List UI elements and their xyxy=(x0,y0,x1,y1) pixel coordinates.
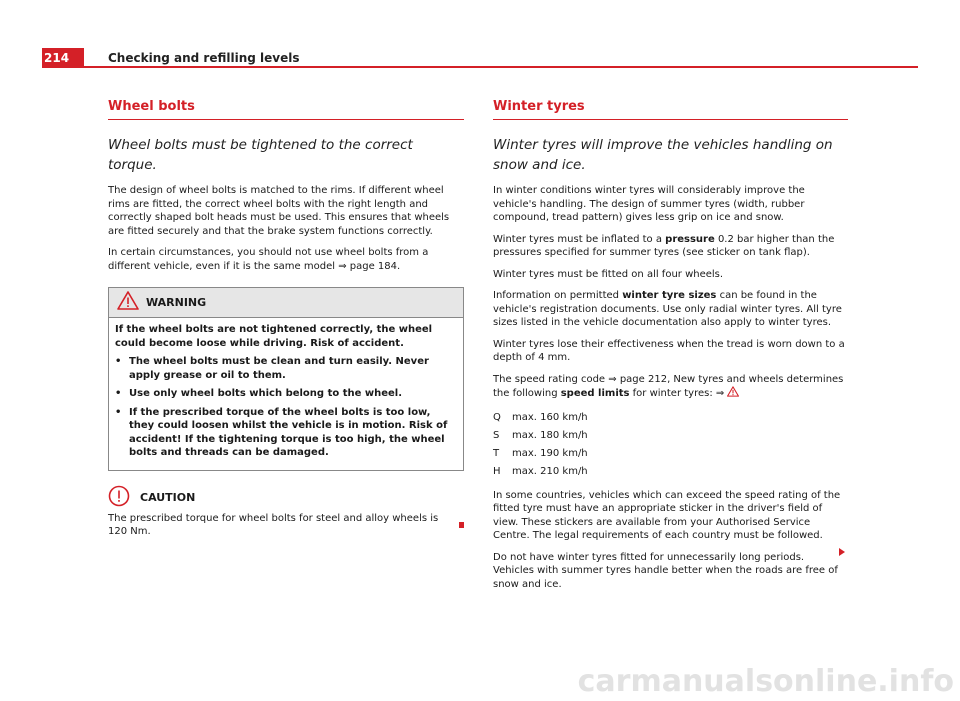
warning-bullet xyxy=(115,387,457,401)
paragraph xyxy=(493,289,848,330)
page-number: 214 xyxy=(42,48,84,68)
warning-bullet xyxy=(115,355,457,382)
warning-bullet-text: If the prescribed torque of the wheel bolts is too low, they could loosen whilst the vehicle is in motion. Risk of accident! If the tightening torque is too high, the wheel bolts and threads can be damaged. xyxy=(129,406,448,458)
bullet-dot: • xyxy=(115,406,122,418)
header-rule xyxy=(84,66,918,68)
paragraph-text: Winter tyres must be inflated to a xyxy=(493,233,666,245)
left-column xyxy=(108,99,464,539)
warning-box xyxy=(108,287,464,471)
paragraph: In winter conditions winter tyres will considerably improve the vehicle's handling. The design of summer tyres (width, rubber compound, tread pattern) gives less grip on ice and snow. xyxy=(493,185,805,223)
speed-code: S xyxy=(493,429,500,441)
paragraph-text: The speed rating code ⇒ page 212, New tyres and wheels determines the following xyxy=(493,373,844,399)
warning-triangle-icon xyxy=(727,388,739,399)
caution-title: CAUTION xyxy=(140,491,196,504)
paragraph-text: Information on permitted xyxy=(493,290,623,301)
header-title: Checking and refilling levels xyxy=(108,51,300,65)
speed-value: max. 190 km/h xyxy=(512,447,588,459)
warning-intro: If the wheel bolts are not tightened correctly, the wheel could become loose while driving. Risk of accident. xyxy=(115,324,433,349)
speed-value: max. 160 km/h xyxy=(512,411,588,423)
warning-title: WARNING xyxy=(146,296,207,309)
speed-code: H xyxy=(493,465,501,477)
list-item xyxy=(493,445,848,463)
bullet-dot: • xyxy=(115,388,122,399)
speed-code: T xyxy=(493,447,500,459)
continue-arrow-icon xyxy=(839,548,845,556)
paragraph xyxy=(493,233,848,260)
lead-text: Winter tyres will improve the vehicles handling on snow and ice. xyxy=(493,137,833,173)
warning-triangle-icon xyxy=(117,291,146,314)
caution-text-body: The prescribed torque for wheel bolts for steel and alloy wheels is 120 Nm. xyxy=(108,512,439,537)
list-item xyxy=(493,409,848,427)
paragraph: Do not have winter tyres fitted for unnecessarily long periods. Vehicles with summer tyres handle better when the roads are free of snow and ice. xyxy=(493,551,838,590)
warning-bullet-text: Use only wheel bolts which belong to the wheel. xyxy=(129,388,403,399)
paragraph xyxy=(108,246,464,273)
paragraph-text: can be found in the vehicle's registration documents. Use only radial winter tyres. All tyre sizes listed in the vehicle documentation also apply to winter tyres. xyxy=(493,290,842,328)
paragraph: The design of wheel bolts is matched to the rims. If different wheel rims are fitted, the correct wheel bolts with the right length and correctly shaped bolt heads must be used. This ensures that wheels are fitted securely and that the brake system functions correctly. xyxy=(108,185,450,237)
warning-body xyxy=(109,318,463,470)
speed-code: Q xyxy=(493,411,501,423)
list-item xyxy=(493,463,848,481)
speed-value: max. 210 km/h xyxy=(512,465,588,477)
bold-term: pressure xyxy=(665,233,715,245)
watermark: carmanualsonline.info xyxy=(577,664,954,699)
bold-term: speed limits xyxy=(560,388,630,399)
paragraph: In some countries, vehicles which can exceed the speed rating of the fitted tyre must have an appropriate sticker in the driver's field of view. These stickers are available from your Authorised Service Centre. The legal requirements of each country must be followed. xyxy=(493,489,841,541)
warning-bullet-text: The wheel bolts must be clean and turn easily. Never apply grease or oil to them. xyxy=(129,356,429,381)
caution-text xyxy=(108,512,464,539)
bold-term: winter tyre sizes xyxy=(622,290,717,301)
section-heading-wheel-bolts: Wheel bolts xyxy=(108,99,464,120)
section-heading-winter-tyres: Winter tyres xyxy=(493,99,848,120)
warning-header xyxy=(109,288,463,318)
end-of-section-square xyxy=(459,522,464,528)
speed-value: max. 180 km/h xyxy=(512,429,588,441)
caution-circle-icon xyxy=(108,485,140,511)
paragraph: Winter tyres must be fitted on all four wheels. xyxy=(493,268,724,280)
caution-header xyxy=(108,485,464,511)
paragraph xyxy=(493,373,848,401)
warning-bullet xyxy=(115,406,457,460)
list-item xyxy=(493,427,848,445)
speed-limit-list xyxy=(493,409,848,481)
paragraph-text: 0.2 bar higher than the pressures specified for summer tyres (see sticker on tank flap). xyxy=(493,233,835,258)
paragraph: Winter tyres lose their effectiveness when the tread is worn down to a depth of 4 mm. xyxy=(493,338,845,363)
paragraph-text: In certain circumstances, you should not use wheel bolts from a different vehicle, even if it is the same model ⇒ page 184. xyxy=(108,247,429,272)
right-column xyxy=(493,99,848,599)
bullet-dot: • xyxy=(115,356,122,367)
paragraph-text: for winter tyres: ⇒ xyxy=(629,388,725,399)
lead-text: Wheel bolts must be tightened to the correct torque. xyxy=(108,137,413,173)
